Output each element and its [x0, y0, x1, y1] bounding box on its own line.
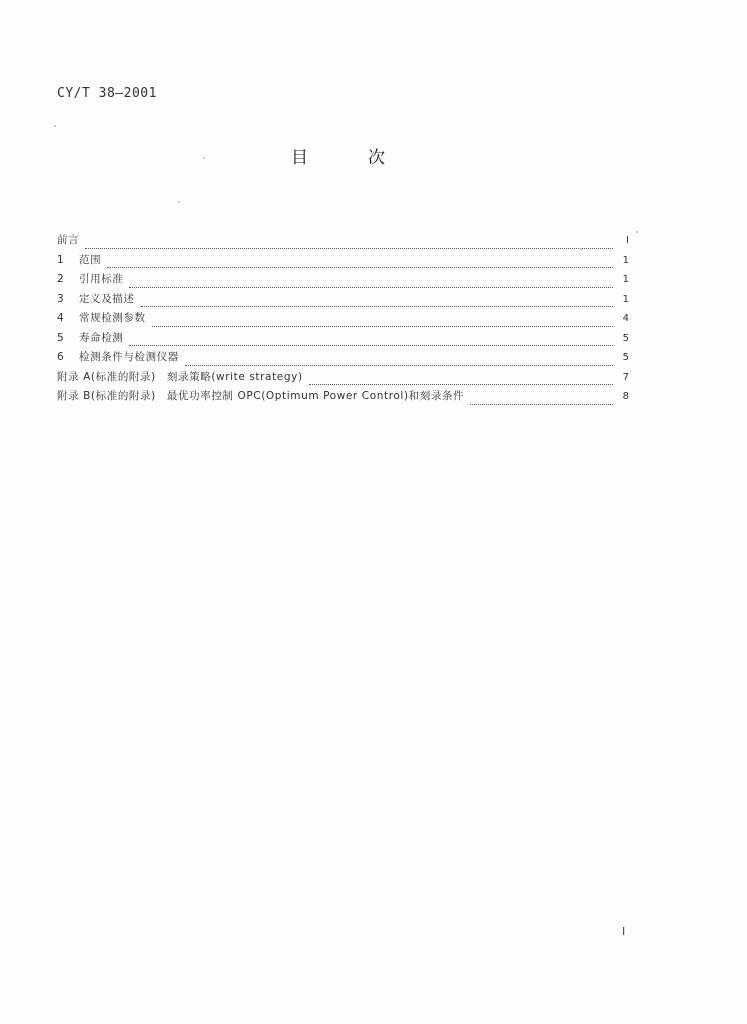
toc-entry-number: 3 — [57, 292, 64, 305]
scan-speck — [580, 248, 582, 250]
scan-speck — [54, 125, 56, 127]
toc-entry-label: 检测条件与检测仪器 — [79, 351, 179, 363]
toc-entry-page: 1 — [622, 254, 629, 266]
toc-entry-number: 1 — [57, 253, 64, 266]
standard-code: CY/T 38—2001 — [57, 86, 157, 101]
toc-leader-dots — [309, 383, 613, 385]
toc-entry-routine-parameters[interactable] — [57, 310, 629, 330]
toc-entry-page: 7 — [622, 371, 629, 383]
scan-speck — [203, 157, 205, 159]
toc-entry-page: 1 — [622, 274, 629, 285]
toc-entry-label: 定义及描述 — [79, 292, 135, 305]
page-number: Ⅰ — [622, 925, 626, 938]
table-of-contents — [57, 232, 629, 408]
toc-entry-page: Ⅰ — [626, 235, 629, 246]
toc-leader-dots — [85, 247, 613, 249]
toc-entry-page: 5 — [622, 332, 629, 344]
toc-entry-page: 1 — [622, 293, 629, 305]
title-char-2: 次 — [368, 148, 385, 168]
scan-speck — [636, 231, 638, 233]
toc-leader-dots — [129, 344, 613, 346]
toc-leader-dots — [129, 286, 613, 288]
toc-entry-lifetime-test[interactable] — [57, 330, 629, 350]
toc-leader-dots — [470, 403, 613, 405]
toc-leader-dots — [185, 364, 613, 366]
toc-entry-references[interactable] — [57, 271, 629, 291]
toc-entry-label: 范围 — [79, 253, 102, 266]
toc-entry-foreword[interactable] — [57, 232, 629, 252]
toc-entry-page: 5 — [622, 352, 629, 363]
toc-leader-dots — [141, 305, 614, 307]
toc-entry-test-conditions[interactable] — [57, 349, 629, 369]
toc-entry-label: 常规检测参数 — [79, 312, 146, 324]
toc-entry-definitions[interactable] — [57, 291, 629, 311]
toc-entry-number: 4 — [57, 312, 64, 324]
toc-entry-label: 引用标准 — [79, 273, 124, 285]
scan-speck — [178, 201, 180, 203]
toc-entry-appendix-a[interactable] — [57, 369, 629, 389]
toc-entry-label: 附录 A(标准的附录) 刻录策略(write strategy) — [57, 370, 303, 383]
toc-entry-number: 2 — [57, 273, 64, 285]
toc-entry-number: 5 — [57, 331, 64, 344]
toc-leader-dots — [152, 325, 613, 327]
toc-entry-label: 前言 — [57, 234, 80, 246]
toc-entry-label: 附录 B(标准的附录) 最优功率控制 OPC(Optimum Power Control)和刻录条件 — [57, 390, 465, 402]
title-char-1: 目 — [291, 148, 308, 168]
toc-entry-label: 寿命检测 — [79, 331, 124, 344]
toc-entry-scope[interactable] — [57, 252, 629, 272]
toc-entry-page: 8 — [622, 391, 629, 402]
toc-entry-page: 4 — [622, 313, 629, 324]
toc-entry-appendix-b[interactable] — [57, 388, 629, 408]
toc-leader-dots — [107, 266, 613, 268]
toc-entry-number: 6 — [57, 351, 64, 363]
